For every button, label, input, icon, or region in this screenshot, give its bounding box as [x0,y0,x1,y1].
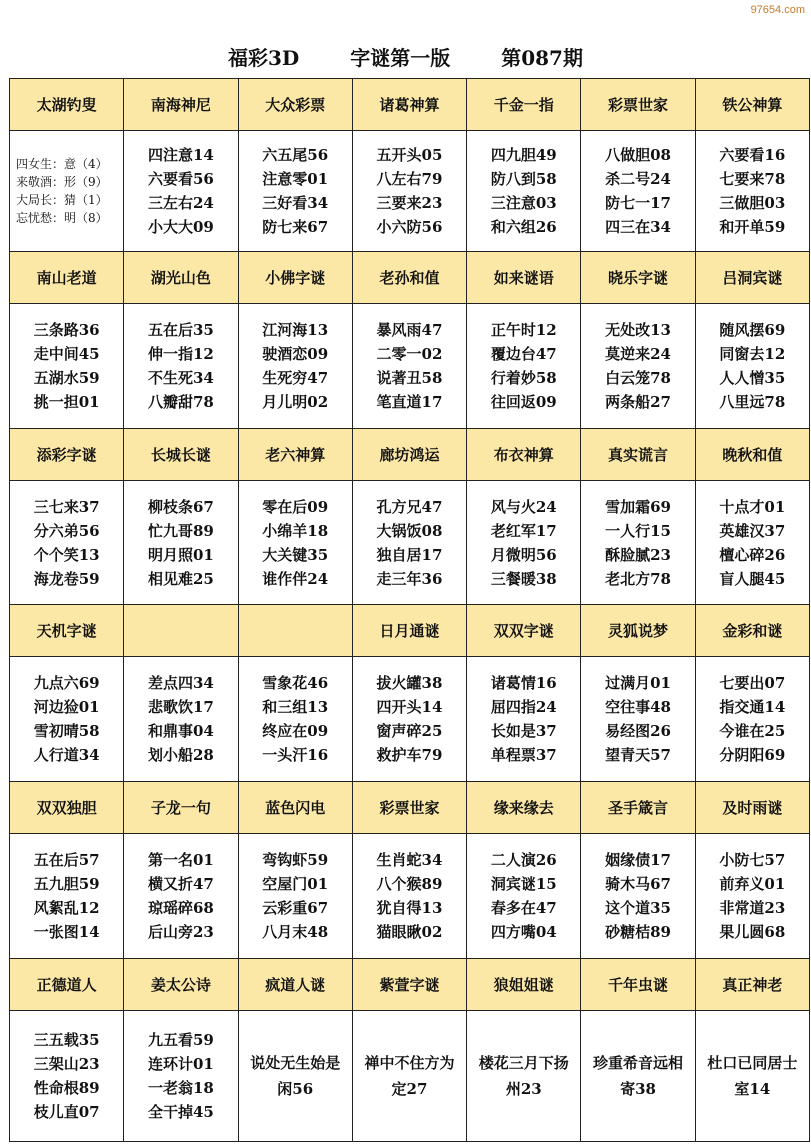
column-header: 廊坊鸿运 [352,428,466,480]
header-row [10,782,810,834]
column-header: 灵狐说梦 [581,605,695,657]
riddle-line: 三做胆03 [719,193,786,212]
riddle-line: 八月末48 [262,923,329,942]
column-header: 狼姐姐谜 [467,958,581,1010]
riddle-line: 走三年36 [376,569,443,588]
riddle-cell [352,131,466,252]
watermark: 97654.com [750,4,805,16]
riddle-line: 三七来37 [33,497,100,516]
riddle-line: 雪象花46 [262,674,329,693]
column-header: 诸葛神算 [352,79,466,131]
riddle-line: 江河海13 [262,320,329,339]
riddle-line: 指交通14 [719,698,786,717]
riddle-cell [10,834,124,959]
riddle-line: 一头汗16 [262,746,329,765]
riddle-line: 五九胆59 [33,875,100,894]
riddle-line: 性命根89 [33,1079,100,1098]
riddle-line: 走中间45 [33,344,100,363]
riddle-line: 珍重希音远相 [593,1054,684,1073]
riddle-line: 二人演26 [490,851,557,870]
header-row [10,251,810,303]
riddle-line: 寄38 [620,1080,656,1099]
column-header: 及时雨谜 [695,782,809,834]
riddle-line: 老北方78 [605,569,671,588]
riddle-line: 楼花三月下扬 [478,1054,569,1073]
riddle-line: 诸葛情16 [490,674,557,693]
riddle-line: 七要来78 [719,169,786,188]
riddle-line: 杀二号24 [605,169,671,188]
column-header: 老六神算 [238,428,352,480]
riddle-line: 云彩重67 [262,899,329,918]
riddle-line: 差点四34 [147,674,214,693]
riddle-line: 人行道34 [33,746,100,765]
riddle-line: 今谁在25 [719,722,786,741]
riddle-line: 横又折47 [147,875,214,894]
riddle-line: 洞宾谜15 [490,875,557,894]
riddle-cell [695,834,809,959]
riddle-line: 说著丑58 [376,368,443,387]
riddle-line: 室14 [734,1080,771,1099]
column-header: 紫萱字谜 [352,958,466,1010]
riddle-line: 酥脸腻23 [605,545,671,564]
riddle-line: 后山旁23 [147,923,214,942]
column-header: 姜太公诗 [124,958,238,1010]
column-header: 疯道人谜 [238,958,352,1010]
column-header: 老孙和值 [352,251,466,303]
header-row [10,428,810,480]
riddle-line: 九点六69 [33,674,100,693]
riddle-cell [124,1011,238,1142]
riddle-line: 雪加霜69 [605,497,671,516]
riddle-cell [581,834,695,959]
riddle-line: 四方嘴04 [490,923,557,942]
riddle-line: 五在后57 [33,851,100,870]
riddle-cell [352,303,466,428]
riddle-table [9,78,810,1142]
riddle-line: 河边猃01 [33,698,100,717]
riddle-line: 连环计01 [147,1055,214,1074]
riddle-line: 小绵羊18 [262,521,329,540]
riddle-line: 谁作伴24 [262,569,329,588]
riddle-line: 海龙卷59 [33,569,100,588]
riddle-line: 生死穷47 [262,368,329,387]
riddle-line: 和鼎事04 [147,722,214,741]
column-header: 布衣神算 [467,428,581,480]
riddle-line: 莫逆来24 [605,344,671,363]
riddle-line: 覆边台47 [490,344,557,363]
riddle-cell [10,303,124,428]
column-header: 晓乐字谜 [581,251,695,303]
riddle-line: 四九胆49 [490,145,557,164]
riddle-line: 终应在09 [262,722,329,741]
title-left: 福彩3D [228,46,300,70]
riddle-line: 人人憎35 [719,368,786,387]
riddle-line: 划小船28 [147,746,214,765]
riddle-line: 大锅饭08 [376,521,443,540]
riddle-line: 单程票37 [490,746,557,765]
riddle-line: 大局长：猜（1） [16,192,108,207]
riddle-line: 五在后35 [147,320,214,339]
column-header: 真实谎言 [581,428,695,480]
riddle-line: 分六弟56 [33,521,100,540]
riddle-line: 八瓣甜78 [147,392,214,411]
riddle-line: 姻缘债17 [605,851,671,870]
content-row [10,303,810,428]
column-header: 湖光山色 [124,251,238,303]
riddle-line: 伸一指12 [147,344,214,363]
riddle-cell [238,834,352,959]
riddle-cell [581,480,695,605]
riddle-cell [581,1011,695,1142]
column-header: 金彩和谜 [695,605,809,657]
riddle-line: 望青天57 [605,746,671,765]
riddle-line: 正午时12 [490,320,557,339]
riddle-line: 风絮乱12 [33,899,100,918]
riddle-line: 五湖水59 [33,368,100,387]
page-title [0,38,811,78]
riddle-cell [238,303,352,428]
riddle-line: 孔方兄47 [376,497,443,516]
riddle-line: 定27 [391,1080,428,1099]
column-header: 吕洞宾谜 [695,251,809,303]
title-right: 第087期 [501,46,583,70]
column-header: 千金一指 [467,79,581,131]
riddle-line: 往回返09 [490,392,557,411]
riddle-cell [10,480,124,605]
column-header: 南山老道 [10,251,124,303]
column-header: 大众彩票 [238,79,352,131]
riddle-cell [467,1011,581,1142]
riddle-cell [352,480,466,605]
riddle-line: 第一名01 [147,851,214,870]
riddle-line: 六要看56 [147,169,214,188]
riddle-line: 一老翁18 [147,1079,214,1098]
riddle-cell [695,480,809,605]
riddle-cell [238,480,352,605]
riddle-line: 个个笑13 [33,545,100,564]
riddle-line: 独自居17 [376,545,443,564]
column-header: 日月通谜 [352,605,466,657]
riddle-line: 忘忧愁：明（8） [16,210,108,225]
riddle-cell [581,131,695,252]
riddle-line: 老红军17 [490,521,557,540]
riddle-cell [467,657,581,782]
column-header: 千年虫谜 [581,958,695,1010]
riddle-cell [581,303,695,428]
riddle-line: 屈四指24 [490,698,557,717]
riddle-line: 说处无生始是 [250,1054,341,1073]
riddle-line: 六五尾56 [262,145,329,164]
riddle-cell [124,131,238,252]
riddle-line: 随风摆69 [719,320,786,339]
riddle-line: 明月照01 [147,545,214,564]
riddle-cell [10,657,124,782]
riddle-line: 行着妙58 [490,368,557,387]
riddle-line: 猫眼瞅02 [376,923,443,942]
riddle-line: 一人行15 [605,521,671,540]
riddle-line: 防八到58 [490,169,557,188]
riddle-line: 英雄汉37 [719,521,786,540]
riddle-cell [695,131,809,252]
riddle-line: 三好看34 [262,193,329,212]
riddle-line: 同窗去12 [719,344,786,363]
riddle-line: 果儿圆68 [719,923,786,942]
riddle-line: 盲人腿45 [719,569,786,588]
riddle-line: 救护车79 [376,746,443,765]
riddle-line: 枝儿直07 [33,1103,100,1122]
column-header: 双双字谜 [467,605,581,657]
column-header: 圣手箴言 [581,782,695,834]
riddle-line: 月儿明02 [262,392,329,411]
riddle-cell [124,480,238,605]
riddle-line: 八做胆08 [605,145,671,164]
content-row [10,480,810,605]
riddle-line: 两条船27 [605,392,671,411]
riddle-line: 一张图14 [33,923,100,942]
riddle-line: 和三组13 [262,698,329,717]
riddle-line: 空往事48 [605,698,671,717]
riddle-line: 三注意03 [490,193,557,212]
column-header: 如来谜语 [467,251,581,303]
riddle-line: 禅中不住方为 [364,1054,455,1073]
riddle-line: 忙九哥89 [147,521,214,540]
riddle-cell [124,834,238,959]
column-header: 子龙一句 [124,782,238,834]
riddle-cell [352,1011,466,1142]
column-header: 彩票世家 [581,79,695,131]
riddle-cell [352,834,466,959]
riddle-line: 三左右24 [147,193,214,212]
riddle-line: 防七一17 [605,193,671,212]
riddle-line: 白云笼78 [605,368,671,387]
riddle-line: 六要看16 [719,145,786,164]
riddle-line: 和开单59 [719,217,786,236]
riddle-line: 小六防56 [376,217,443,236]
riddle-cell [581,657,695,782]
riddle-line: 悲歌饮17 [147,698,214,717]
riddle-line: 檀心碎26 [719,545,786,564]
riddle-line: 十点才01 [719,497,786,516]
column-header: 小佛字谜 [238,251,352,303]
riddle-line: 三五载35 [33,1031,100,1050]
riddle-line: 窗声碎25 [376,722,443,741]
riddle-cell [238,131,352,252]
riddle-line: 风与火24 [490,497,557,516]
riddle-line: 九五看59 [147,1031,214,1050]
header-row [10,958,810,1010]
riddle-cell [467,834,581,959]
riddle-line: 全干掉45 [147,1103,214,1122]
riddle-line: 小防七57 [719,851,786,870]
column-header: 南海神尼 [124,79,238,131]
column-header: 彩票世家 [352,782,466,834]
riddle-line: 过满月01 [605,674,671,693]
column-header: 铁公神算 [695,79,809,131]
column-header [238,605,352,657]
column-header: 天机字谜 [10,605,124,657]
header-row [10,605,810,657]
riddle-line: 四女生：意（4） [16,156,108,171]
riddle-line: 三要来23 [376,193,443,212]
riddle-line: 月微明56 [490,545,557,564]
riddle-line: 挑一担01 [33,392,100,411]
riddle-line: 二零一02 [376,344,443,363]
column-header: 晚秋和值 [695,428,809,480]
riddle-line: 骑木马67 [605,875,671,894]
riddle-line: 不生死34 [147,368,214,387]
title-middle: 字谜第一版 [350,46,451,70]
riddle-cell [467,303,581,428]
column-header: 添彩字谜 [10,428,124,480]
riddle-line: 三餐暖38 [490,569,557,588]
riddle-line: 五开头05 [376,145,443,164]
riddle-line: 犹自得13 [376,899,443,918]
riddle-line: 长如是37 [490,722,557,741]
riddle-line: 生肖蛇34 [376,851,443,870]
riddle-cell [238,657,352,782]
riddle-line: 零在后09 [262,497,329,516]
riddle-line: 驶酒恋09 [262,344,329,363]
riddle-cell [238,1011,352,1142]
riddle-line: 相见难25 [147,569,214,588]
riddle-line: 这个道35 [605,899,671,918]
riddle-cell [124,303,238,428]
riddle-line: 防七来67 [262,217,329,236]
column-header: 太湖钓叟 [10,79,124,131]
riddle-line: 笔直道17 [376,392,443,411]
riddle-line: 七要出07 [719,674,786,693]
riddle-line: 易经图26 [605,722,671,741]
riddle-line: 四注意14 [147,145,214,164]
riddle-line: 三条路36 [33,320,100,339]
riddle-line: 非常道23 [719,899,786,918]
riddle-line: 暴风雨47 [376,320,443,339]
column-header: 正德道人 [10,958,124,1010]
riddle-line: 三架山23 [33,1055,100,1074]
riddle-line: 弯钩虾59 [262,851,329,870]
column-header: 双双独胆 [10,782,124,834]
riddle-line: 拔火罐38 [376,674,443,693]
riddle-line: 闲56 [277,1080,314,1099]
riddle-line: 八个猴89 [376,875,443,894]
riddle-line: 和六组26 [490,217,557,236]
riddle-line: 大关键35 [262,545,329,564]
content-row [10,1011,810,1142]
riddle-line: 小大大09 [147,217,214,236]
riddle-cell [695,303,809,428]
column-header: 蓝色闪电 [238,782,352,834]
riddle-line: 雪初晴58 [33,722,100,741]
riddle-line: 四开头14 [376,698,443,717]
riddle-cell [467,480,581,605]
column-header: 长城长谜 [124,428,238,480]
riddle-line: 注意零01 [262,169,329,188]
riddle-line: 州23 [505,1080,542,1099]
content-row [10,657,810,782]
content-row [10,834,810,959]
riddle-line: 来敬酒：形（9） [16,174,108,189]
riddle-cell [10,1011,124,1142]
riddle-cell [124,657,238,782]
riddle-line: 八里远78 [719,392,786,411]
riddle-line: 四三在34 [605,217,671,236]
riddle-line: 空屋门01 [262,875,329,894]
riddle-cell [352,657,466,782]
riddle-line: 琼瑶碎68 [147,899,214,918]
riddle-line: 无处改13 [605,320,671,339]
riddle-cell [695,657,809,782]
content-row [10,131,810,252]
column-header [124,605,238,657]
riddle-line: 柳枝条67 [147,497,214,516]
riddle-line: 杜口已同居士 [707,1054,798,1073]
riddle-line: 春多在47 [490,899,557,918]
riddle-cell [695,1011,809,1142]
riddle-line: 砂糖桔89 [605,923,671,942]
header-row [10,79,810,131]
riddle-line: 分阴阳69 [719,746,786,765]
column-header: 真正神老 [695,958,809,1010]
riddle-cell [467,131,581,252]
riddle-line: 前弃义01 [719,875,786,894]
riddle-cell [10,131,124,252]
riddle-line: 八左右79 [376,169,443,188]
column-header: 缘来缘去 [467,782,581,834]
